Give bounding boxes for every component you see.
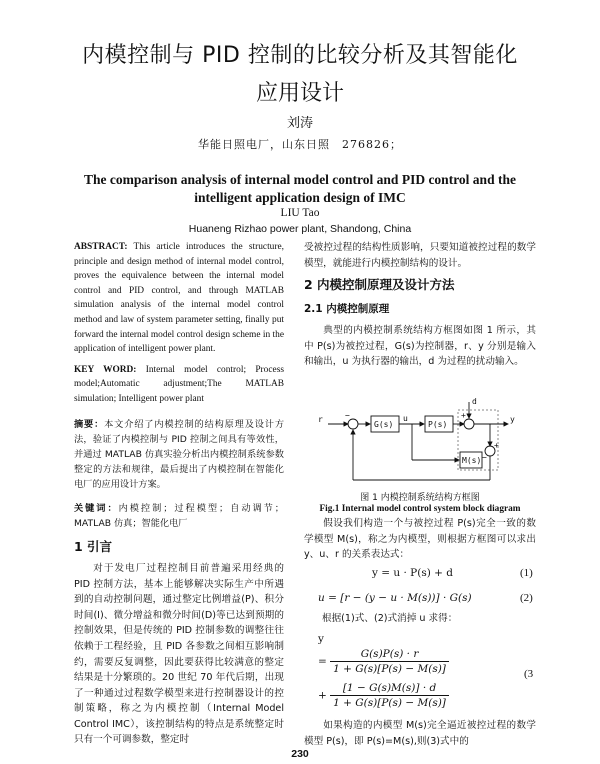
equation-2-number: (2) xyxy=(520,592,533,604)
label-process: P(s) xyxy=(428,420,448,429)
section-1-body: 对于发电厂过程控制目前普遍采用经典的 PID 控制方法，基本上能够解决实际生产中所遇到的自动控制问题，通过整定比例增益(P)、积分时间(I)、微分增益和微分时间(D)等已达到预期的控制效果，但是传统的 PID 控制参数的调整往往依赖于工程经验，且 PID 各参数之间相互影响制约，需要反复调整，因此要获得比较满意的整定结果是十分繁琐的。20 世纪 70 年代后期，出现了一种通过过程数学模型来进行控制器设计的控制策略，称之为内模控制（Internal Model Control IMC），该控制结构的特点是系统整定时只有一个可调参数，整定时 xyxy=(74,562,284,746)
equation-3-term-1: = $\frac{G(s)P(s) \cdot r}{1 + G(s)[P(s) - M(s)]}$ xyxy=(318,648,449,675)
equation-3-lhs: y xyxy=(318,633,324,645)
equation-2: u = [r − (y − u · M(s))] · G(s) xyxy=(318,592,472,604)
right-column-top xyxy=(304,240,536,370)
summing-junction-1 xyxy=(348,419,358,429)
left-column xyxy=(74,240,284,748)
page-number: 230 xyxy=(291,748,309,760)
abstract-en-label: ABSTRACT: xyxy=(74,242,128,252)
label-model: M(s) xyxy=(462,456,482,465)
closing-text: 如果构造的内模型 M(s)完全逼近被控过程的数学模型 P(s)，即 P(s)=M(s),则(3)式中的 xyxy=(304,720,536,747)
label-minus-1: − xyxy=(345,411,350,420)
section-2-1-body: 典型的内模控制系统结构方框图如图 1 所示，其中 P(s)为被控过程，G(s)为控制器，r、y 分别是输入和输出，u 为执行器的输出，d 为过程的扰动输入。 xyxy=(304,325,536,368)
eq3-denominator-1: 1 + G(s)[P(s) − M(s)] xyxy=(333,663,446,675)
abstract-en xyxy=(74,240,284,357)
eq3-numerator-2: [1 − G(s)M(s)] · d xyxy=(330,682,449,696)
solve-text: 根据(1)式、(2)式消掉 u 求得： xyxy=(322,613,458,624)
english-title: The comparison analysis of internal model control and PID control and the xyxy=(84,172,516,187)
equation-1: y = u · P(s) + d xyxy=(372,567,454,579)
label-d: d xyxy=(472,397,477,406)
page-title: 内模控制与 PID 控制的比较分析及其智能化 xyxy=(82,43,518,68)
page-title-line2: 应用设计 xyxy=(255,81,344,106)
label-u: u xyxy=(403,414,408,423)
section-2-heading: 2 内模控制原理及设计方法 xyxy=(304,277,455,293)
summing-junction-2 xyxy=(464,419,474,429)
section-1-heading: 1 引言 xyxy=(74,538,113,554)
right-intro-text: 受被控过程的结构性质影响，只要知道被控过程的数学模型，就能进行内模控制结构的设计。 xyxy=(304,242,536,269)
label-plus-2: + xyxy=(494,441,499,450)
abstract-zh-label: 摘要： xyxy=(74,418,105,430)
english-title-line2: intelligent application design of IMC xyxy=(194,190,406,205)
keywords-zh-text: 内模控制；过程模型；自动调节；MATLAB 仿真；智能化电厂 xyxy=(74,502,284,529)
keywords-zh-label: 关键词： xyxy=(74,502,119,514)
abstract-zh xyxy=(74,417,284,493)
right-closing xyxy=(304,718,536,749)
keywords-en-label: KEY WORD: xyxy=(74,364,137,375)
imc-block-diagram xyxy=(318,394,518,494)
abstract-zh-text: 本文介绍了内模控制的结构原理及设计方法，验证了内模控制与 PID 控制之间具有等效性，并通过 MATLAB 仿真实验分析出内模控制系统参数整定的方法和规律，最后提出了内模控制在智能化电厂的应用设计方案。 xyxy=(74,418,285,491)
equation-3-term-2: + $\frac{[1 - G(s)M(s)] \cdot d}{1 + G(s)[P(s) - M(s)]}$ xyxy=(318,682,449,709)
label-r: r xyxy=(318,415,323,424)
equation-3-number: (3 xyxy=(524,668,534,680)
author-name: 刘涛 xyxy=(286,116,313,131)
label-controller: G(s) xyxy=(374,420,394,429)
keywords-en-text: Internal model control; Process model;Automatic adjustment;The MATLAB simulation; Intelligent power plant xyxy=(74,364,284,404)
figure-caption-zh: 图 1 内模控制系统结构方框图 xyxy=(360,493,480,503)
label-plus-1: + xyxy=(461,411,466,420)
keywords-zh xyxy=(74,501,284,531)
english-author: LIU Tao xyxy=(280,207,320,219)
eq3-denominator-2: 1 + G(s)[P(s) − M(s)] xyxy=(333,697,446,709)
keywords-en xyxy=(74,363,284,407)
eq3-numerator-1: G(s)P(s) · r xyxy=(330,648,449,662)
after-figure-text: 假设我们构造一个与被控过程 P(s)完全一致的数学模型 M(s)，称之为内模型，则根据方框图可以求出 y、u、r 的关系表达式： xyxy=(304,518,536,561)
figure-caption-en: Fig.1 Internal model control system block diagram xyxy=(319,504,521,514)
label-minus-2: − xyxy=(482,453,487,462)
right-after-figure xyxy=(304,516,536,563)
author-affiliation: 华能日照电厂，山东日照 276826； xyxy=(198,138,402,151)
section-2-1-heading: 2.1 内模控制原理 xyxy=(304,303,390,316)
abstract-en-text: This article introduces the structure, principle and design method of internal model control, proves the equivalence between the internal model control and PID control, and through MATLAB simulation analysis of the internal model control method and law of system parameter setting, finally put forward the internal model control design scheme in the application of intelligent power plant. xyxy=(74,242,284,355)
equation-1-number: (1) xyxy=(520,567,533,579)
english-affiliation: Huaneng Rizhao power plant, Shandong, China xyxy=(188,223,412,235)
label-y: y xyxy=(510,415,515,424)
